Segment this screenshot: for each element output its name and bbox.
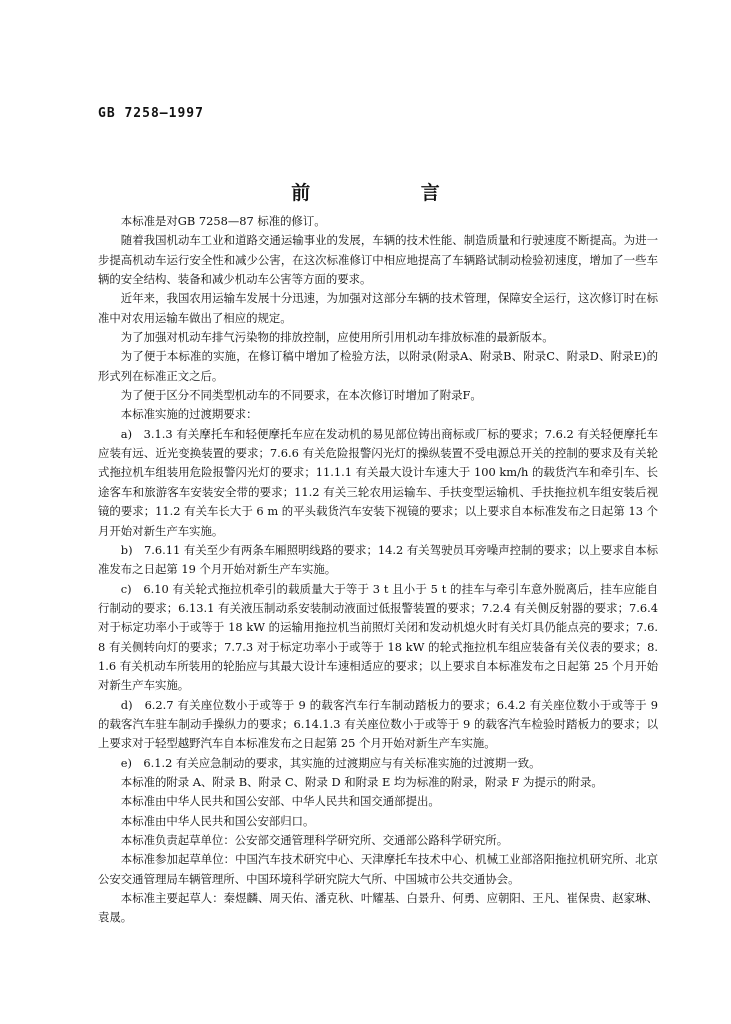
paragraph-item-b: b) 7.6.11 有关至少有两条车厢照明线路的要求；14.2 有关驾驶员耳旁噪声控制的要求；以上要求自本标准发布之日起第 19 个月开始对新生产车实施。 (98, 542, 658, 577)
paragraph-participating-units: 本标准参加起草单位：中国汽车技术研究中心、天津摩托车技术中心、机械工业部洛阳拖拉机研究所、北京公安交通管理局车辆管理所、中国环境科学研究院大气所、中国城市公共交通协会。 (98, 852, 658, 886)
paragraph-test-methods: 为了便于本标准的实施，在修订稿中增加了检验方法，以附录(附录A、附录B、附录C、附录D、附录E)的形式列在标准正文之后。 (98, 349, 658, 383)
paragraph-item-e: e) 6.1.2 有关应急制动的要求，其实施的过渡期应与有关标准实施的过渡期一致。 (120, 755, 541, 770)
paragraph-proposed-by: 本标准由中华人民共和国公安部、中华人民共和国交通部提出。 (120, 794, 440, 809)
page-title: 前 言 (291, 182, 492, 204)
paragraph-agricultural-vehicles: 近年来，我国农用运输车发展十分迅速，为加强对这部分车辆的技术管理，保障安全运行，这次修订时在标准中对农用运输车做出了相应的规定。 (98, 291, 658, 325)
paragraph-item-d: d) 6.2.7 有关座位数小于或等于 9 的载客汽车行车制动踏板力的要求；6.4.2 有关座位数小于或等于 9 的载客汽车驻车制动手操纵力的要求；6.14.1.3 有关座位数小于或等于 9 的载客汽车检验时踏板力的要求；以上要求对于轻型越野汽车自本标准发布之日起第 25 个月开始对新生产车实施。 (98, 697, 658, 751)
standard-code: GB 7258—1997 (98, 106, 204, 121)
paragraph-emissions: 为了加强对机动车排气污染物的排放控制，应使用所引用机动车排放标准的最新版本。 (120, 330, 554, 345)
paragraph-drafting-unit: 本标准负责起草单位：公安部交通管理科学研究所、交通部公路科学研究所。 (120, 833, 509, 847)
paragraph-transition-intro: 本标准实施的过渡期要求： (120, 407, 258, 422)
paragraph-revision-note: 本标准是对GB 7258—87 标准的修订。 (120, 214, 326, 228)
foreword-body (98, 212, 658, 928)
paragraph-annex-f: 为了便于区分不同类型机动车的不同要求，在本次修订时增加了附录F。 (120, 388, 482, 403)
paragraph-annex-status: 本标准的附录 A、附录 B、附录 C、附录 D 和附录 E 均为标准的附录，附录 F 为提示的附录。 (120, 774, 603, 789)
paragraph-centralized-by: 本标准由中华人民共和国公安部归口。 (120, 813, 315, 828)
paragraph-background: 随着我国机动车工业和道路交通运输事业的发展，车辆的技术性能、制造质量和行驶速度不断提高。为进一步提高机动车运行安全性和减少公害，在这次标准修订中相应地提高了车辆路试制动检验初速度，增加了一些车辆的安全结构、装备和减少机动车公害等方面的要求。 (98, 233, 658, 287)
paragraph-drafters: 本标准主要起草人：秦煜麟、周天佑、潘克秋、叶耀基、白景升、何勇、应朝阳、王凡、崔保贵、赵家琳、袁晟。 (98, 891, 658, 925)
paragraph-item-a: a) 3.1.3 有关摩托车和轻便摩托车应在发动机的易见部位铸出商标或厂标的要求；7.6.2 有关轻便摩托车应装有远、近光变换装置的要求；7.6.6 有关危险报警闪光灯的操纵装置不受电源总开关的控制的要求及有关轮式拖拉机车组装用危险报警闪光灯的要求；11.1.1 有关最大设计车速大于 100 km/h 的载货汽车和牵引车、长途客车和旅游客车安装安全带的要求；11.2 有关三轮农用运输车、手扶变型运输机、手扶拖拉机车组安装后视镜的要求；11.2 有关车长大于 6 m 的平头载货汽车安装下视镜的要求；以上要求自本标准发布之日起第 13 个月开始对新生产车实施。 (98, 426, 658, 538)
paragraph-item-c: c) 6.10 有关轮式拖拉机牵引的载质量大于等于 3 t 且小于 5 t 的挂车与牵引车意外脱离后，挂车应能自行制动的要求；6.13.1 有关液压制动系安装制动液面过低报警装置的要求；7.2.4 有关侧反射器的要求；7.6.4 对于标定功率小于或等于 18 kW 的运输用拖拉机当前照灯关闭和发动机熄火时有关灯具仍能点亮的要求；7.6.8 有关侧转向灯的要求；7.7.3 对于标定功率小于或等于 18 kW 的轮式拖拉机车组应装备有关仪表的要求；8.1.6 有关机动车所装用的轮胎应与其最大设计车速相适应的要求；以上要求自本标准发布之日起第 25 个月开始对新生产车实施。 (98, 581, 658, 693)
